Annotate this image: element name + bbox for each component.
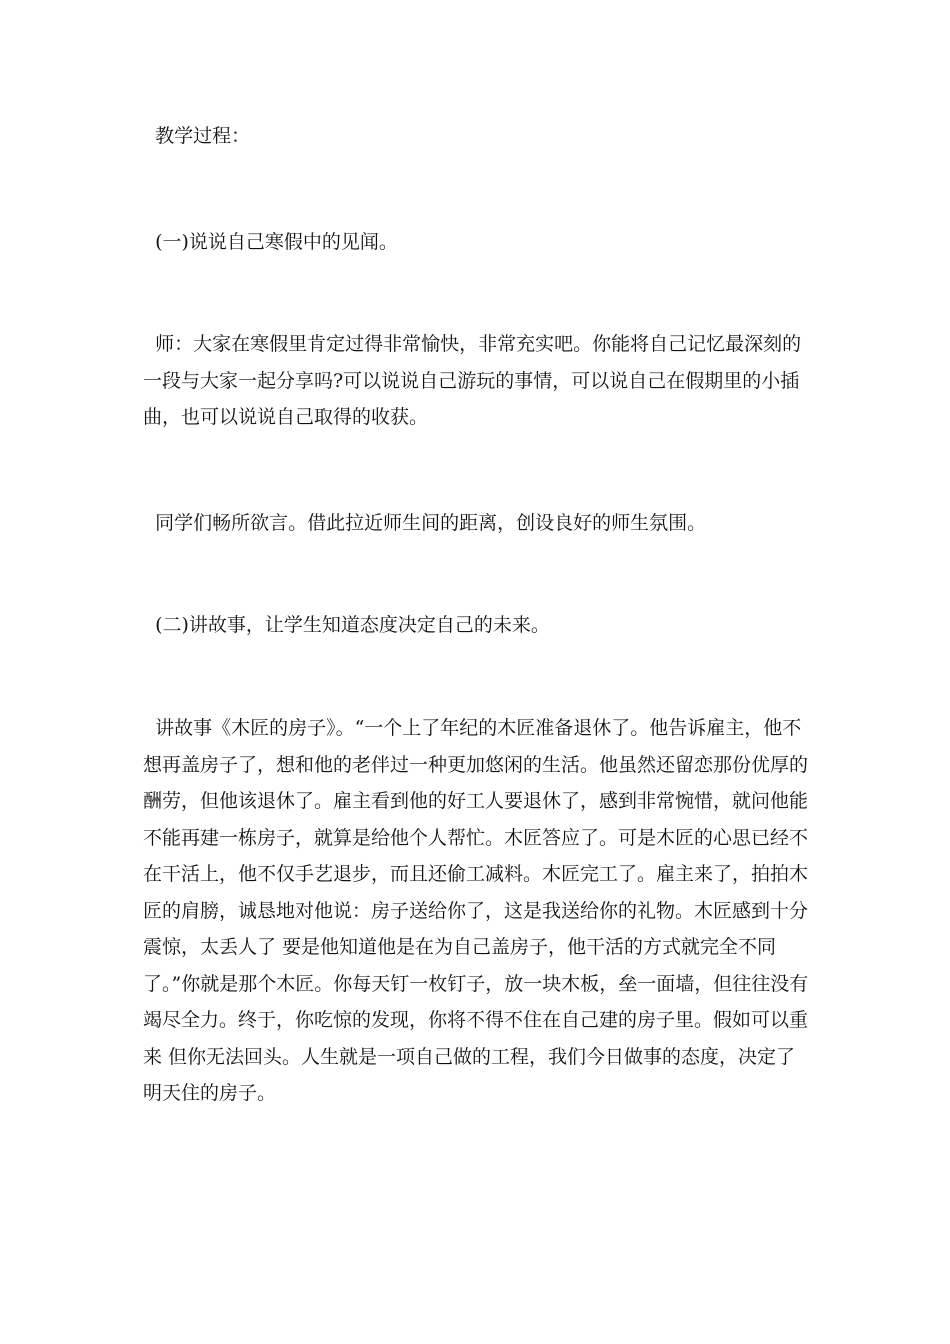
section-heading-part-one: (一)说说自己寒假中的见闻。 bbox=[143, 231, 398, 253]
section-heading-teaching-process: 教学过程： bbox=[143, 125, 251, 147]
section-heading-part-two: (二)讲故事，让学生知道态度决定自己的未来。 bbox=[143, 614, 550, 636]
paragraph-teacher-prompt: 师：大家在寒假里肯定过得非常愉快，非常充实吧。你能将自己记忆最深刻的一段与大家一起分享吗?可以说说自己游玩的事情，可以说自己在假期里的小插曲，也可以说说自己取得的收获。 bbox=[143, 333, 802, 428]
paragraph-student-response: 同学们畅所欲言。借此拉近师生间的距离，创设良好的师生氛围。 bbox=[143, 512, 707, 534]
paragraph-carpenter-story: 讲故事《木匠的房子》。“一个上了年纪的木匠准备退休了。他告诉雇主，他不想再盖房子了，想和他的老伴过一种更加悠闲的生活。他虽然还留恋那份优厚的酬劳，但他该退休了。雇主看到他的好工人要退休了，感到非常惋惜，就问他能不能再建一栋房子，就算是给他个人帮忙。木匠答应了。可是木匠的心思已经不在干活上，他不仅手艺退步，而且还偷工减料。木匠完工了。雇主来了，拍拍木匠的肩膀，诚恳地对他说：房子送给你了，这是我送给你的礼物。木匠感到十分震惊，太丢人了 要是他知道他是在为自己盖房子，他干活的方式就完全不同了。”你就是那个木匠。你每天钉一枚钉子，放一块木板，垒一面墙，但往往没有竭尽全力。终于，你吃惊的发现，你将不得不住在自己建的房子里。假如可以重来 但你无法回头。人生就是一项自己做的工程，我们今日做事的态度，决定了明天住的房子。 bbox=[143, 717, 809, 1104]
